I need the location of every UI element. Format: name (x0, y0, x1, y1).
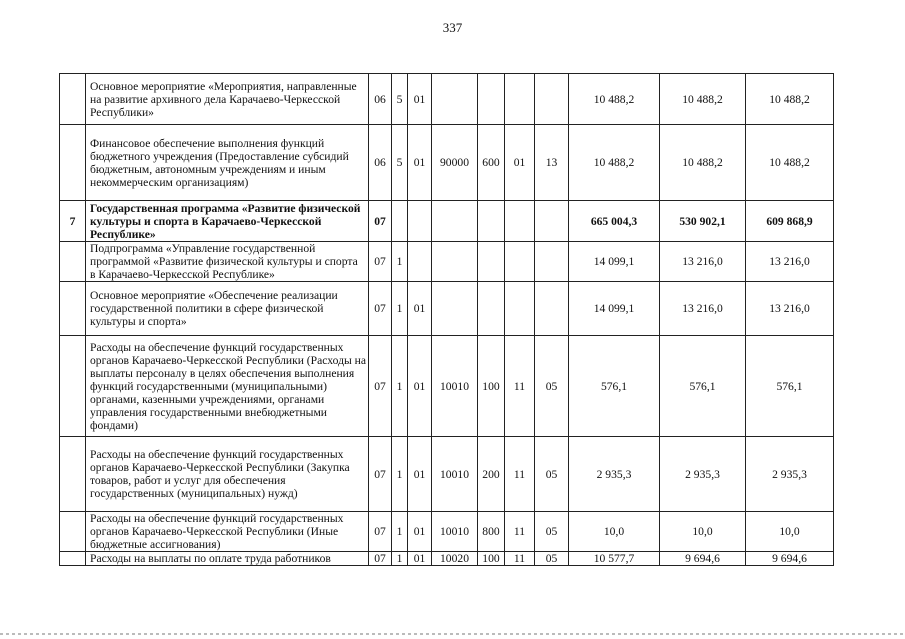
row-index (60, 74, 86, 125)
amount-year-3: 10 488,2 (746, 125, 834, 201)
code-main-activity: 01 (408, 125, 432, 201)
amount-year-1: 14 099,1 (569, 282, 660, 336)
code-direction (432, 201, 478, 242)
code-division (505, 242, 535, 282)
amount-year-2: 13 216,0 (660, 282, 746, 336)
code-subdivision (535, 242, 569, 282)
amount-year-3: 9 694,6 (746, 552, 834, 566)
row-index (60, 512, 86, 552)
code-section: 07 (369, 336, 392, 437)
table-row (60, 336, 834, 437)
amount-year-2: 2 935,3 (660, 437, 746, 512)
row-name: Расходы на обеспечение функций государственных органов Карачаево-Черкесской Республики (Закупка товаров, работ и услуг для обеспечения государственных (муниципальных) нужд) (86, 437, 369, 512)
row-index (60, 242, 86, 282)
row-name: Государственная программа «Развитие физической культуры и спорта в Карачаево-Черкесской Республике» (86, 201, 369, 242)
code-direction: 10020 (432, 552, 478, 566)
scan-edge-line (0, 633, 905, 635)
amount-year-2: 10,0 (660, 512, 746, 552)
amount-year-3: 10,0 (746, 512, 834, 552)
table-row (60, 74, 834, 125)
row-index (60, 125, 86, 201)
code-expense-type: 600 (478, 125, 505, 201)
code-expense-type: 200 (478, 437, 505, 512)
table-row (60, 512, 834, 552)
row-index (60, 437, 86, 512)
code-main-activity: 01 (408, 74, 432, 125)
amount-year-1: 14 099,1 (569, 242, 660, 282)
amount-year-2: 10 488,2 (660, 74, 746, 125)
code-main-activity: 01 (408, 552, 432, 566)
code-division (505, 282, 535, 336)
code-division (505, 74, 535, 125)
code-expense-type (478, 201, 505, 242)
amount-year-3: 2 935,3 (746, 437, 834, 512)
code-expense-type: 100 (478, 336, 505, 437)
row-name: Основное мероприятие «Мероприятия, направленные на развитие архивного дела Карачаево-Черкесской Республики» (86, 74, 369, 125)
code-section: 07 (369, 437, 392, 512)
amount-year-1: 10,0 (569, 512, 660, 552)
row-name: Расходы на обеспечение функций государственных органов Карачаево-Черкесской Республики (Иные бюджетные ассигнования) (86, 512, 369, 552)
amount-year-1: 2 935,3 (569, 437, 660, 512)
code-subprogram: 1 (392, 282, 408, 336)
code-direction: 10010 (432, 336, 478, 437)
code-section: 07 (369, 201, 392, 242)
code-direction: 10010 (432, 437, 478, 512)
code-subprogram: 5 (392, 125, 408, 201)
amount-year-3: 13 216,0 (746, 242, 834, 282)
row-name: Основное мероприятие «Обеспечение реализации государственной политики в сфере физической культуры и спорта» (86, 282, 369, 336)
code-subprogram: 1 (392, 552, 408, 566)
amount-year-3: 609 868,9 (746, 201, 834, 242)
row-index (60, 282, 86, 336)
code-expense-type (478, 282, 505, 336)
row-name: Финансовое обеспечение выполнения функций бюджетного учреждения (Предоставление субсидий бюджетным, автономным учреждениям и иным некоммерческим организациям) (86, 125, 369, 201)
code-subprogram (392, 201, 408, 242)
amount-year-1: 10 488,2 (569, 74, 660, 125)
row-index (60, 336, 86, 437)
code-division: 11 (505, 512, 535, 552)
table-row (60, 242, 834, 282)
code-subdivision: 05 (535, 437, 569, 512)
code-main-activity: 01 (408, 437, 432, 512)
code-subprogram: 1 (392, 242, 408, 282)
code-subdivision (535, 282, 569, 336)
amount-year-3: 13 216,0 (746, 282, 834, 336)
code-section: 07 (369, 552, 392, 566)
amount-year-2: 576,1 (660, 336, 746, 437)
amount-year-1: 665 004,3 (569, 201, 660, 242)
code-division: 11 (505, 437, 535, 512)
budget-table (59, 73, 834, 566)
table-row (60, 201, 834, 242)
code-direction: 90000 (432, 125, 478, 201)
code-subdivision: 05 (535, 512, 569, 552)
amount-year-1: 576,1 (569, 336, 660, 437)
row-index: 7 (60, 201, 86, 242)
amount-year-1: 10 488,2 (569, 125, 660, 201)
code-main-activity: 01 (408, 512, 432, 552)
code-subprogram: 1 (392, 512, 408, 552)
row-name: Подпрограмма «Управление государственной программой «Развитие физической культуры и спорта в Карачаево-Черкесской Республике» (86, 242, 369, 282)
code-expense-type: 800 (478, 512, 505, 552)
row-index (60, 552, 86, 566)
amount-year-1: 10 577,7 (569, 552, 660, 566)
code-direction (432, 282, 478, 336)
code-subdivision: 05 (535, 336, 569, 437)
code-direction (432, 74, 478, 125)
code-subdivision: 05 (535, 552, 569, 566)
code-section: 07 (369, 282, 392, 336)
amount-year-2: 9 694,6 (660, 552, 746, 566)
code-division: 11 (505, 552, 535, 566)
code-subdivision (535, 74, 569, 125)
code-subdivision (535, 201, 569, 242)
code-direction (432, 242, 478, 282)
code-expense-type: 100 (478, 552, 505, 566)
code-division: 01 (505, 125, 535, 201)
code-expense-type (478, 74, 505, 125)
table-row (60, 282, 834, 336)
code-section: 06 (369, 74, 392, 125)
table-body (60, 74, 834, 566)
code-section: 06 (369, 125, 392, 201)
row-name: Расходы на обеспечение функций государственных органов Карачаево-Черкесской Республики (Расходы на выплаты персоналу в целях обеспечения выполнения функций государственными (муниципальными) органами, казенными учреждениями, органами управления государственными внебюджетными фондами) (86, 336, 369, 437)
code-section: 07 (369, 242, 392, 282)
code-subprogram: 5 (392, 74, 408, 125)
amount-year-3: 576,1 (746, 336, 834, 437)
table-row (60, 552, 834, 566)
code-subprogram: 1 (392, 437, 408, 512)
code-division (505, 201, 535, 242)
code-main-activity (408, 242, 432, 282)
code-main-activity (408, 201, 432, 242)
table-row (60, 437, 834, 512)
amount-year-2: 10 488,2 (660, 125, 746, 201)
code-subprogram: 1 (392, 336, 408, 437)
code-division: 11 (505, 336, 535, 437)
row-name: Расходы на выплаты по оплате труда работников (86, 552, 369, 566)
code-direction: 10010 (432, 512, 478, 552)
page-number: 337 (442, 20, 463, 35)
code-main-activity: 01 (408, 282, 432, 336)
amount-year-3: 10 488,2 (746, 74, 834, 125)
code-section: 07 (369, 512, 392, 552)
code-expense-type (478, 242, 505, 282)
amount-year-2: 530 902,1 (660, 201, 746, 242)
table-row (60, 125, 834, 201)
amount-year-2: 13 216,0 (660, 242, 746, 282)
code-subdivision: 13 (535, 125, 569, 201)
code-main-activity: 01 (408, 336, 432, 437)
